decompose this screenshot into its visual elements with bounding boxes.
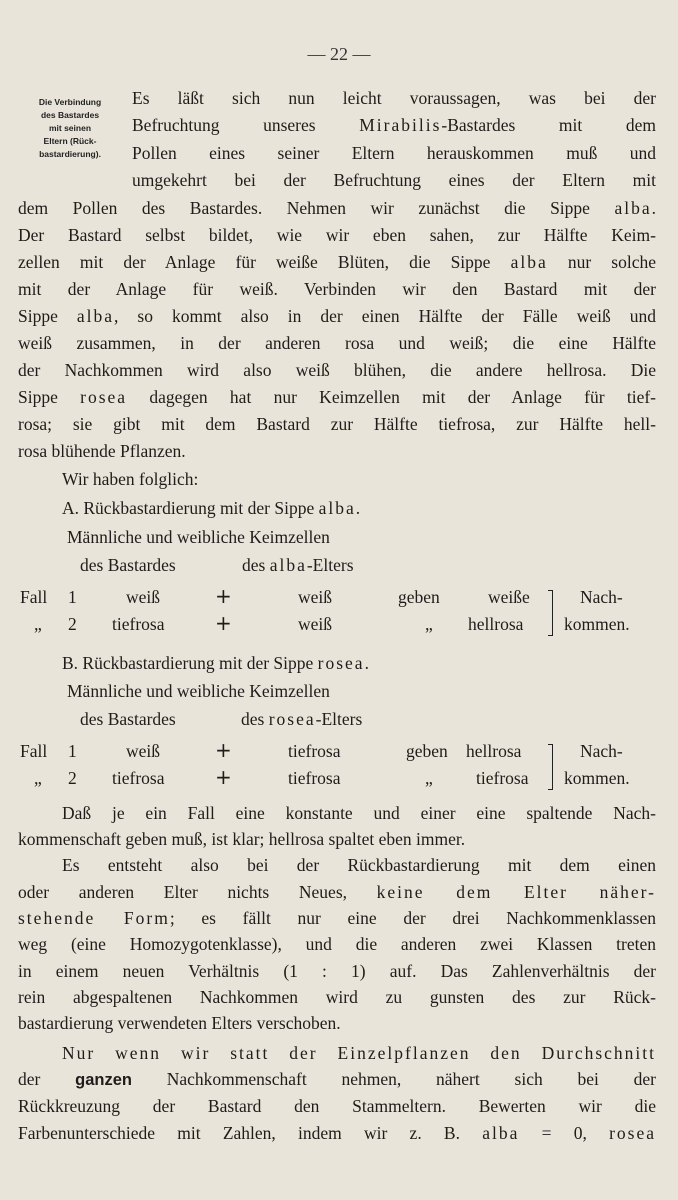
section-b-heading: B. Rückbastardierung mit der Sippe rosea.: [62, 653, 369, 673]
text-line: in einem neuen Verhältnis (1 : 1) auf. Das Zahlenverhältnis der: [18, 961, 656, 981]
text-line: oder anderen Elter nichts Neues, keine dem Elter näher-: [18, 882, 656, 902]
section-b-col-bastard: des Bastardes: [80, 709, 176, 729]
text-line: bastardierung verwendeten Elters verschoben.: [18, 1013, 341, 1033]
table-cell: tiefrosa: [476, 768, 529, 788]
table-cell: hellrosa: [466, 741, 522, 761]
margin-note-line: bastardierung).: [39, 149, 101, 159]
table-cell: tiefrosa: [288, 741, 341, 761]
table-cell: tiefrosa: [112, 614, 165, 634]
table-cell: tiefrosa: [112, 768, 165, 788]
text-line: weg (eine Homozygotenklasse), und die anderen zwei Klassen treten: [18, 934, 656, 954]
brace-label: kommen.: [564, 614, 630, 634]
table-cell: „: [34, 768, 42, 788]
margin-note: [14, 96, 126, 161]
margin-note-line: des Bastardes: [40, 110, 100, 120]
section-b-subheading: Männliche und weibliche Keimzellen: [67, 681, 330, 701]
text-line: Daß je ein Fall eine konstante und einer eine spaltende Nach-: [62, 803, 656, 823]
brace: [548, 744, 553, 790]
margin-note-line: Eltern (Rück-: [43, 136, 97, 146]
text-line: Wir haben folglich:: [62, 469, 199, 489]
brace-label: Nach-: [580, 741, 623, 761]
text-line: weiß zusammen, in der anderen rosa und weiß; die eine Hälfte: [18, 333, 656, 353]
text-line: Der Bastard selbst bildet, wie wir eben sahen, zur Hälfte Keim-: [18, 225, 656, 245]
page-number: — 22 —: [307, 44, 371, 64]
text-line: rosa blühende Pflanzen.: [18, 441, 186, 461]
table-cell: geben: [398, 587, 440, 607]
text-line: rein abgespaltenen Nachkommen wird zu gunsten des zur Rück-: [18, 987, 656, 1007]
text-line: Sippe alba, so kommt also in der einen Hälfte der Fälle weiß und: [18, 306, 656, 326]
section-a-col-parent: des alba-Elters: [242, 555, 354, 575]
plus-sign: +: [215, 611, 232, 635]
text-line: zellen mit der Anlage für weiße Blüten, die Sippe alba nur solche: [18, 252, 656, 272]
text-line: dem Pollen des Bastardes. Nehmen wir zunächst die Sippe alba.: [18, 198, 656, 218]
plus-sign: +: [215, 765, 232, 789]
text-line: Es entsteht also bei der Rückbastardierung mit dem einen: [62, 855, 656, 875]
text-line: mit der Anlage für weiß. Verbinden wir den Bastard mit der: [18, 279, 656, 299]
margin-note-line: Die Verbindung: [38, 97, 102, 107]
text-line: stehende Form; es fällt nur eine der drei Nachkommenklassen: [18, 908, 656, 928]
text-line: kommenschaft geben muß, ist klar; hellrosa spaltet eben immer.: [18, 829, 466, 849]
table-cell: hellrosa: [468, 614, 524, 634]
text-line: Befruchtung unseres Mirabilis-Bastardes mit dem: [132, 115, 656, 135]
table-cell: Fall: [20, 741, 48, 761]
table-cell: weiß: [126, 587, 161, 607]
table-cell: „: [34, 614, 42, 634]
brace: [548, 590, 553, 636]
text-line: umgekehrt bei der Befruchtung eines der Eltern mit: [132, 170, 656, 190]
table-cell: 1: [68, 587, 77, 607]
table-cell: 2: [68, 768, 77, 788]
table-cell: „: [425, 768, 433, 788]
section-a-col-bastard: des Bastardes: [80, 555, 176, 575]
text-line: Farbenunterschiede mit Zahlen, indem wir z. B. alba = 0, rosea: [18, 1123, 656, 1143]
text-line: Nur wenn wir statt der Einzelpflanzen den Durchschnitt: [62, 1043, 656, 1063]
table-cell: weiße: [488, 587, 530, 607]
brace-label: kommen.: [564, 768, 630, 788]
text-line: Rückkreuzung der Bastard den Stammeltern. Bewerten wir die: [18, 1096, 656, 1116]
table-cell: geben: [406, 741, 448, 761]
plus-sign: +: [215, 584, 232, 608]
margin-note-line: mit seinen: [48, 123, 92, 133]
table-cell: weiß: [298, 587, 333, 607]
table-cell: 1: [68, 741, 77, 761]
table-cell: „: [425, 614, 433, 634]
text-line: Es läßt sich nun leicht voraussagen, was bei der: [132, 88, 656, 108]
text-line: der Nachkommen wird also weiß blühen, die andere hellrosa. Die: [18, 360, 656, 380]
plus-sign: +: [215, 738, 232, 762]
table-cell: Fall: [20, 587, 48, 607]
table-cell: weiß: [298, 614, 333, 634]
text-line: Sippe rosea dagegen hat nur Keimzellen mit der Anlage für tief-: [18, 387, 656, 407]
section-a-heading: A. Rückbastardierung mit der Sippe alba.: [62, 498, 361, 518]
section-a-subheading: Männliche und weibliche Keimzellen: [67, 527, 330, 547]
text-line: der ganzen Nachkommenschaft nehmen, nähert sich bei der: [18, 1069, 656, 1089]
text-line: Pollen eines seiner Eltern herauskommen muß und: [132, 143, 656, 163]
brace-label: Nach-: [580, 587, 623, 607]
text-line: rosa; sie gibt mit dem Bastard zur Hälfte tiefrosa, zur Hälfte hell-: [18, 414, 656, 434]
table-cell: tiefrosa: [288, 768, 341, 788]
table-cell: 2: [68, 614, 77, 634]
table-cell: weiß: [126, 741, 161, 761]
section-b-col-parent: des rosea-Elters: [241, 709, 363, 729]
